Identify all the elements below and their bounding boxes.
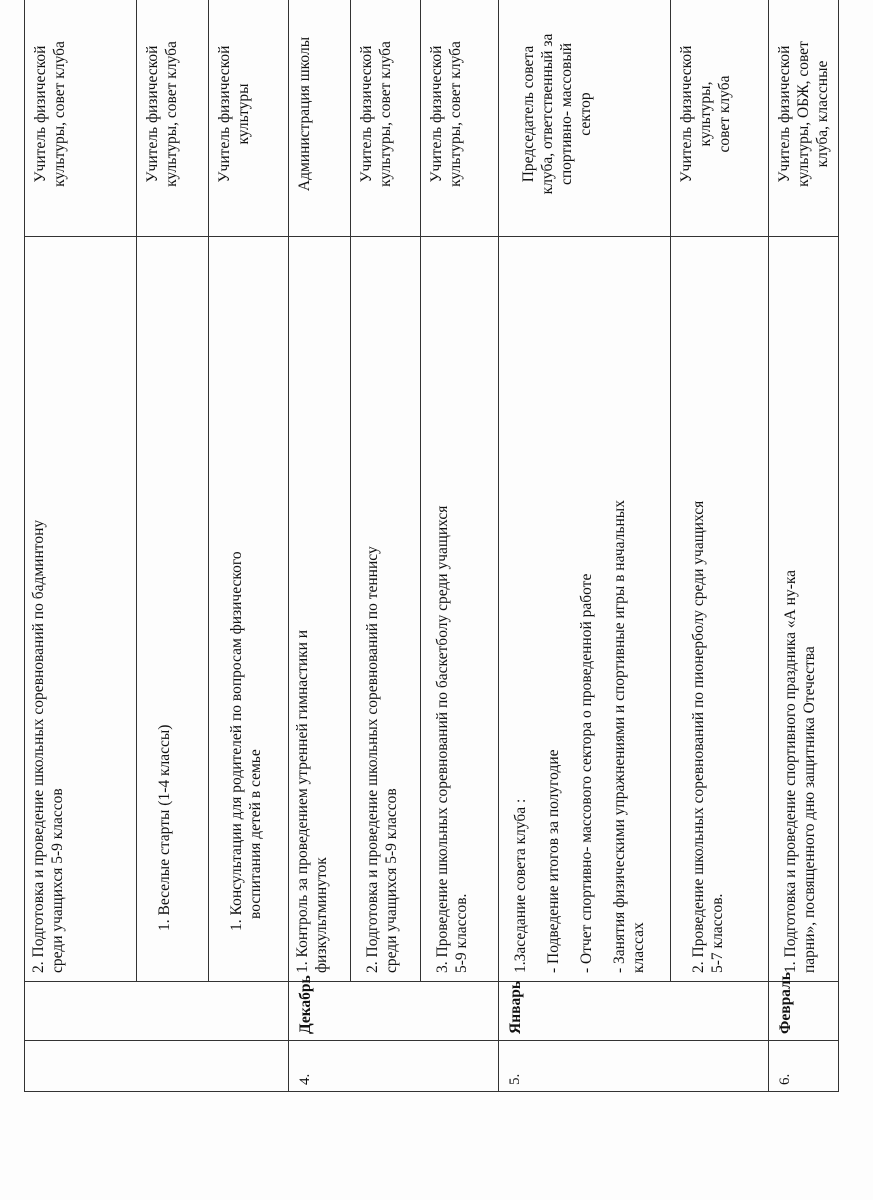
responsible-line: Учитель физической [358,45,375,183]
activity-line: 1. Подготовка и проведение спортивного праздника «А ну-ка [782,569,799,973]
table-row [137,0,209,1092]
activity-cell [421,237,499,982]
activity-line: 5-7 классов. [709,893,726,973]
activity-line: 2. Проведение школьных соревнований по пионерболу среди учащихся [690,500,707,973]
activity-line: - Отчет спортивно- массового сектора о проведенной работе [578,573,595,973]
responsible-line: культуры, [697,81,714,147]
activity-cell [289,237,351,982]
activity-cell [137,237,209,982]
table-row [499,0,671,1092]
activity-line: воспитания детей в семье [247,749,264,919]
activity-line: среди учащихся 5-9 классов [383,788,400,973]
activity-line: 1. Консультации для родителей по вопросам физического [228,551,245,931]
activity-line: среди учащихся 5-9 классов [49,788,66,973]
table-row [209,0,289,1092]
responsible-line: культуры, совет клуба [163,41,180,187]
row-number-cell: 6. [769,1041,839,1092]
table-row [25,0,137,1092]
month-cell: Февраль [769,982,839,1041]
activity-line: - Занятия физическими упражнениями и спортивные игры в начальных [611,500,628,973]
responsible-line: Учитель физической [32,45,49,183]
responsible-line: клуба, классные [814,60,831,168]
month-cell: Декабрь [289,982,499,1041]
activity-line: 5-9 классов. [453,893,470,973]
responsible-cell [25,0,137,237]
activity-cell [499,237,671,982]
responsible-cell [421,0,499,237]
table-row [671,0,769,1092]
responsible-cell [289,0,351,237]
responsible-cell [351,0,421,237]
responsible-line: культуры, совет клуба [377,41,394,187]
table-row [351,0,421,1092]
responsible-line: культуры, совет клуба [447,41,464,187]
activity-line: 1.Заседание совета клуба : [512,798,529,973]
activity-line: 1. Контроль за проведением утренней гимнастики и [294,629,311,973]
responsible-line: спортивно- массовый [558,42,575,186]
activity-cell [769,237,839,982]
activity-line: 2. Подготовка и проведение школьных соревнований по бадминтону [30,519,47,973]
responsible-line: Учитель физической [216,45,233,183]
activity-line: классах [630,922,647,973]
responsible-line: сектор [577,92,594,136]
row-number-cell: 4. [289,1041,499,1092]
responsible-line: Учитель физической [428,45,445,183]
responsible-cell [769,0,839,237]
responsible-cell [671,0,769,237]
responsible-line: Учитель физической [678,45,695,183]
activity-line: парни», посвященного дню защитника Отечества [801,646,818,973]
activity-cell [25,237,137,982]
activity-line: 1. Веселые старты (1-4 классы) [156,724,173,931]
responsible-line: культуры, ОБЖ, совет [795,41,812,187]
month-cell [25,982,289,1041]
row-number-cell [25,1041,289,1092]
responsible-line: Учитель физической [776,45,793,183]
activity-cell [351,237,421,982]
activity-cell [209,237,289,982]
table-row [421,0,499,1092]
activity-cell [671,237,769,982]
responsible-line: клуба, ответственный за [539,33,556,195]
responsible-cell [499,0,671,237]
responsible-cell [209,0,289,237]
row-number-cell: 5. [499,1041,769,1092]
table-row [769,0,839,1092]
activity-line: физкультминуток [313,857,330,973]
responsible-cell [137,0,209,237]
responsible-line: культуры, совет клуба [51,41,68,187]
responsible-line: культуры [235,83,252,145]
responsible-line: Председатель совета [520,45,537,183]
events-plan-table [24,0,839,1092]
month-cell: Январь [499,982,769,1041]
responsible-line: совет клуба [716,75,733,153]
activity-line: 3. Проведение школьных соревнований по баскетболу среди учащихся [434,505,451,973]
activity-line: 2. Подготовка и проведение школьных соревнований по теннису [364,546,381,973]
responsible-line: Учитель физической [144,45,161,183]
table-row [289,0,351,1092]
activity-line: - Подведение итогов за полугодие [545,749,562,973]
responsible-line: Администрация школы [296,36,313,192]
